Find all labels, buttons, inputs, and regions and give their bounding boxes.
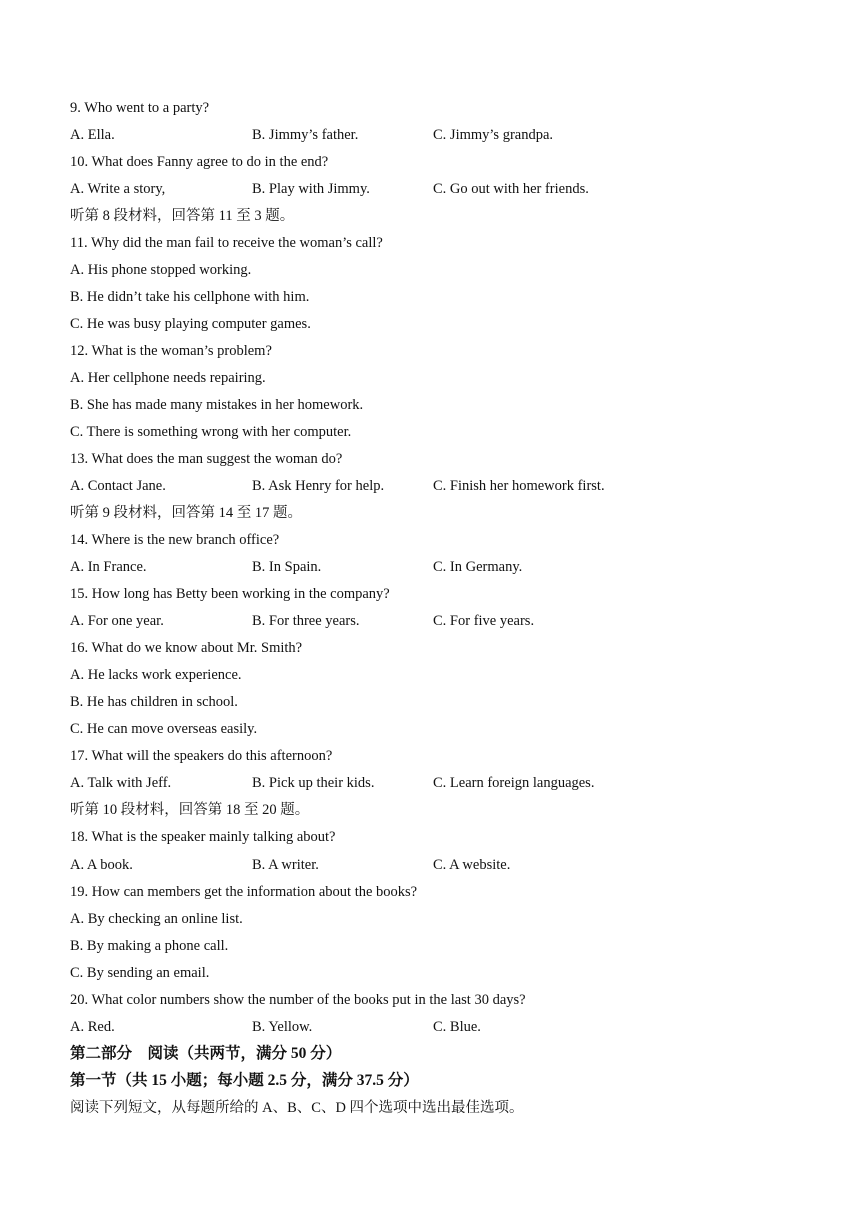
option-a: A. By checking an online list. bbox=[70, 911, 243, 927]
option-b: B. Jimmy’s father. bbox=[252, 127, 359, 143]
option-b: B. By making a phone call. bbox=[70, 938, 229, 954]
option-c: C. By sending an email. bbox=[70, 965, 210, 981]
option-c: C. He was busy playing computer games. bbox=[70, 316, 311, 332]
option-b: B. In Spain. bbox=[252, 559, 322, 575]
question-12: 12. What is the woman’s problem? bbox=[70, 343, 272, 359]
option-a: A. His phone stopped working. bbox=[70, 262, 252, 278]
section-instruction-8: 听第 8 段材料，回答第 11 至 3 题。 bbox=[70, 208, 295, 224]
options-row-10 bbox=[70, 180, 770, 198]
question-16: 16. What do we know about Mr. Smith? bbox=[70, 640, 303, 656]
option-b: B. He has children in school. bbox=[70, 694, 238, 710]
option-a: A. Ella. bbox=[70, 127, 115, 143]
option-b: B. Ask Henry for help. bbox=[252, 478, 385, 494]
options-row-17 bbox=[70, 774, 770, 792]
option-c: C. In Germany. bbox=[433, 559, 523, 575]
option-a: A. Contact Jane. bbox=[70, 478, 166, 494]
question-10: 10. What does Fanny agree to do in the end? bbox=[70, 154, 329, 170]
option-c: C. He can move overseas easily. bbox=[70, 721, 258, 737]
option-b: B. He didn’t take his cellphone with him. bbox=[70, 289, 310, 305]
option-b: B. Yellow. bbox=[252, 1019, 313, 1035]
options-row-14 bbox=[70, 558, 770, 576]
option-a: A. Write a story, bbox=[70, 181, 166, 197]
options-row-20 bbox=[70, 1018, 770, 1036]
option-c: C. For five years. bbox=[433, 613, 535, 629]
option-c: C. A website. bbox=[433, 857, 511, 873]
options-row-13 bbox=[70, 477, 770, 495]
option-a: A. Talk with Jeff. bbox=[70, 775, 172, 791]
question-14: 14. Where is the new branch office? bbox=[70, 532, 280, 548]
options-row-18 bbox=[70, 856, 770, 874]
option-a: A. He lacks work experience. bbox=[70, 667, 242, 683]
options-row-9 bbox=[70, 126, 770, 144]
option-c: C. Jimmy’s grandpa. bbox=[433, 127, 554, 143]
option-c: C. There is something wrong with her computer. bbox=[70, 424, 352, 440]
part-two-heading: 第二部分 阅读（共两节，满分 50 分） bbox=[70, 1045, 342, 1062]
option-b: B. Pick up their kids. bbox=[252, 775, 375, 791]
reading-instruction: 阅读下列短文，从每题所给的 A、B、C、D 四个选项中选出最佳选项。 bbox=[70, 1100, 524, 1116]
question-17: 17. What will the speakers do this afternoon? bbox=[70, 748, 333, 764]
question-9: 9. Who went to a party? bbox=[70, 100, 210, 116]
question-11: 11. Why did the man fail to receive the woman’s call? bbox=[70, 235, 383, 251]
section-instruction-9: 听第 9 段材料，回答第 14 至 17 题。 bbox=[70, 505, 302, 521]
option-c: C. Go out with her friends. bbox=[433, 181, 589, 197]
question-19: 19. How can members get the information about the books? bbox=[70, 884, 418, 900]
section-instruction-10: 听第 10 段材料，回答第 18 至 20 题。 bbox=[70, 802, 310, 818]
option-b: B. Play with Jimmy. bbox=[252, 181, 370, 197]
option-b: B. A writer. bbox=[252, 857, 319, 873]
question-15: 15. How long has Betty been working in the company? bbox=[70, 586, 390, 602]
section-one-heading: 第一节（共 15 小题；每小题 2.5 分，满分 37.5 分） bbox=[70, 1072, 419, 1089]
question-13: 13. What does the man suggest the woman do? bbox=[70, 451, 343, 467]
options-row-15 bbox=[70, 612, 770, 630]
option-c: C. Learn foreign languages. bbox=[433, 775, 595, 791]
question-18: 18. What is the speaker mainly talking about? bbox=[70, 829, 336, 845]
option-a: A. A book. bbox=[70, 857, 133, 873]
option-b: B. She has made many mistakes in her homework. bbox=[70, 397, 364, 413]
option-a: A. For one year. bbox=[70, 613, 164, 629]
option-c: C. Finish her homework first. bbox=[433, 478, 605, 494]
option-c: C. Blue. bbox=[433, 1019, 481, 1035]
option-b: B. For three years. bbox=[252, 613, 360, 629]
option-a: A. In France. bbox=[70, 559, 147, 575]
option-a: A. Red. bbox=[70, 1019, 115, 1035]
question-20: 20. What color numbers show the number of the books put in the last 30 days? bbox=[70, 992, 526, 1008]
option-a: A. Her cellphone needs repairing. bbox=[70, 370, 266, 386]
